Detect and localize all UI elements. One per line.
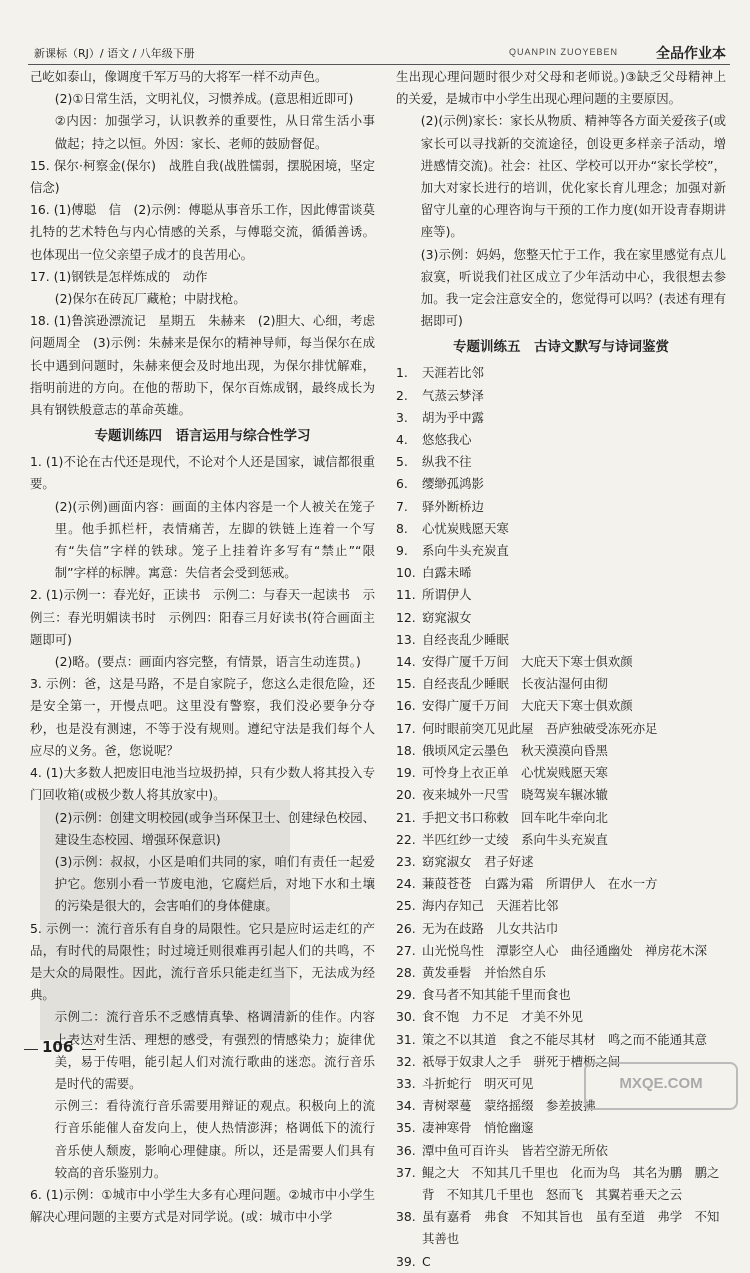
answer-text: 系向牛头充炭直 bbox=[422, 543, 509, 559]
answer-line bbox=[396, 962, 726, 984]
answer-paragraph: (2)示例：创建文明校园(或争当环保卫士、创建绿色校园、建设生态校园、增强环保意识) bbox=[54, 809, 375, 847]
answer-paragraph: (2)保尔在砖瓦厂藏枪；中尉找枪。 bbox=[54, 291, 246, 307]
answer-text: 鲲之大 不知其几千里也 化而为鸟 其名为鹏 鹏之 bbox=[422, 1164, 720, 1180]
answer-number: 9. bbox=[396, 543, 408, 559]
answer-line bbox=[396, 385, 726, 407]
answer-text: C bbox=[422, 1253, 431, 1269]
answer-number: 8. bbox=[396, 520, 408, 536]
answer-number: 18. bbox=[396, 742, 416, 758]
answer-number: 14. bbox=[396, 654, 416, 670]
answer-number: 11. bbox=[396, 587, 416, 603]
answer-number: 35. bbox=[396, 1120, 416, 1136]
header-brand: 全品作业本 bbox=[656, 46, 726, 62]
answer-text: 策之不以其道 食之不能尽其材 鸣之而不能通其意 bbox=[422, 1031, 707, 1047]
answer-line bbox=[396, 940, 726, 962]
answer-paragraph: 18. (1)鲁滨逊漂流记 星期五 朱赫来 (2)胆大、心细，考虑问题周全 (3)示例：朱赫来是保尔的精神导师，每当保尔在成长中遇到问题时，朱赫来便会及时地出现，为保尔排忧解难，指明前进的方向。在他的帮助下，保尔百炼成钢，最终成长为具有钢铁般意志的革命英雄。 bbox=[30, 313, 375, 418]
answer-number: 16. bbox=[396, 698, 416, 714]
answer-line bbox=[396, 1117, 726, 1139]
answer-line bbox=[396, 607, 726, 629]
answer-number: 32. bbox=[396, 1053, 416, 1069]
answer-text: 虽有嘉肴 弗食 不知其旨也 虽有至道 弗学 不知 bbox=[422, 1209, 720, 1225]
answer-line bbox=[396, 1228, 726, 1250]
answer-text: 何时眼前突兀见此屋 吾庐独破受冻死亦足 bbox=[422, 720, 658, 736]
answer-number: 3. bbox=[396, 409, 408, 425]
answer-text: 气蒸云梦泽 bbox=[422, 387, 484, 403]
answer-number: 36. bbox=[396, 1142, 416, 1158]
answer-line bbox=[396, 851, 726, 873]
answer-text: 心忧炭贱愿天寒 bbox=[422, 520, 509, 536]
answer-line bbox=[396, 1006, 726, 1028]
page-number: 106 bbox=[42, 1038, 74, 1056]
answer-text: 山光悦鸟性 潭影空人心 曲径通幽处 禅房花木深 bbox=[422, 942, 707, 958]
answer-paragraph: (3)示例：妈妈，您整天忙于工作，我在家里感觉有点儿寂寞，听说我们社区成立了少年活动中心，我很想去参加。我一定会注意安全的，您觉得可以吗？(表述有理有据即可) bbox=[420, 246, 726, 329]
answer-line bbox=[396, 895, 726, 917]
answer-paragraph: 16. (1)傅聪 信 (2)示例：傅聪从事音乐工作，因此傅雷谈莫扎特的艺术特色与内心情感的关系，与傅聪交流，循循善诱。也体现出一位父亲望子成才的良苦用心。 bbox=[30, 202, 375, 262]
watermark-logo bbox=[584, 1062, 738, 1110]
answer-text: 蒹葭苍苍 白露为霜 所谓伊人 在水一方 bbox=[422, 876, 658, 892]
answer-paragraph: 5. 示例一：流行音乐有自身的局限性。它只是应时运走红的产品，有时代的局限性；时过境迁则很难再引起人们的共鸣，不是大众的局限性。因此，流行音乐只能走红当下，无法成为经典。 bbox=[30, 920, 375, 1003]
answer-text: 海内存知己 天涯若比邻 bbox=[422, 898, 559, 914]
answer-paragraph: ②内因：加强学习，认识教养的重要性，从日常生活小事做起；持之以恒。外因：家长、老师的鼓励督促。 bbox=[54, 113, 375, 151]
answer-number: 27. bbox=[396, 942, 416, 958]
answer-number: 26. bbox=[396, 920, 416, 936]
answer-number: 20. bbox=[396, 787, 416, 803]
answer-number: 7. bbox=[396, 498, 408, 514]
answer-line bbox=[396, 807, 726, 829]
watermark-text: MXQE.COM bbox=[619, 1075, 703, 1092]
answer-line bbox=[396, 496, 726, 518]
answer-line bbox=[396, 1162, 726, 1184]
answer-number: 12. bbox=[396, 609, 416, 625]
answer-paragraph: 示例三：看待流行音乐需要用辩证的观点。积极向上的流行音乐能催人奋发向上，使人热情澎湃；格调低下的流行音乐使人颓废，影响心理健康。所以，还是需要人们具有较高的音乐鉴别力。 bbox=[54, 1098, 375, 1180]
answer-text: 俄顷风定云墨色 秋天漠漠向昏黑 bbox=[422, 742, 608, 758]
answer-number: 38. bbox=[396, 1209, 416, 1225]
answer-number: 24. bbox=[396, 876, 416, 892]
answer-text: 半匹红纱一丈绫 系向牛头充炭直 bbox=[422, 831, 608, 847]
page-number-dash-right bbox=[82, 1049, 96, 1050]
answer-line bbox=[396, 829, 726, 851]
answer-line bbox=[396, 473, 726, 495]
answer-text: 纵我不往 bbox=[422, 454, 472, 470]
answer-text: 所谓伊人 bbox=[422, 587, 472, 603]
answer-text: 缨缈孤鸿影 bbox=[422, 476, 484, 492]
answer-paragraph: 17. (1)钢铁是怎样炼成的 动作 bbox=[30, 268, 208, 284]
answer-text: 手把文书口称敕 回车叱牛牵向北 bbox=[422, 809, 608, 825]
answer-paragraph: (2)①日常生活，文明礼仪，习惯养成。(意思相近即可) bbox=[54, 91, 354, 107]
answer-line bbox=[396, 451, 726, 473]
answer-text: 黄发垂髫 并怡然自乐 bbox=[422, 964, 546, 980]
answer-paragraph: 4. (1)大多数人把废旧电池当垃圾扔掉，只有少数人将其投入专门回收箱(或极少数人将其放家中)。 bbox=[30, 765, 375, 803]
page-header bbox=[28, 42, 730, 65]
answer-line bbox=[396, 651, 726, 673]
answer-line bbox=[396, 1251, 726, 1273]
section-heading: 专题训练五 古诗文默写与诗词鉴赏 bbox=[453, 339, 669, 356]
answer-paragraph: (2)(示例)画面内容：画面的主体内容是一个人被关在笼子里。他手抓栏杆，表情痛苦，左脚的铁链上连着一个写有“失信”字样的铁球。笼子上挂着许多写有“禁止”“限制”字样的标牌。寓意：失信者会受到惩戒。 bbox=[54, 498, 375, 581]
answer-text: 斗折蛇行 明灭可见 bbox=[422, 1075, 534, 1091]
answer-text: 胡为乎中露 bbox=[422, 409, 484, 425]
answer-text: 天涯若比邻 bbox=[422, 365, 484, 381]
answer-number: 15. bbox=[396, 676, 416, 692]
answer-line bbox=[396, 673, 726, 695]
answer-number: 1. bbox=[396, 365, 408, 381]
answer-number: 6. bbox=[396, 476, 408, 492]
answer-text: 自经丧乱少睡眠 长夜沾湿何由彻 bbox=[422, 676, 608, 692]
answer-number: 39. bbox=[396, 1253, 416, 1269]
answer-text: 无为在歧路 儿女共沾巾 bbox=[422, 920, 559, 936]
answer-paragraph: 示例二：流行音乐不乏感情真挚、格调清新的佳作。内容上表达对生活、理想的感受，有强烈的情感染力；旋律优美，易于传唱，能引起人们对流行歌曲的迷恋。流行音乐是时代的需要。 bbox=[54, 1009, 375, 1091]
answer-line bbox=[396, 362, 726, 384]
answer-paragraph: 己屹如泰山，像调度千军万马的大将军一样不动声色。 bbox=[30, 69, 328, 84]
answer-paragraph: (2)(示例)家长：家长从物质、精神等各方面关爱孩子(或家长可以寻找新的交流途径，创设更多样亲子活动，增进感情交流)。社会：社区、学校可以开办“家长学校”，加大对家长进行的培训，优化家长育儿理念；加强对新留守儿童的心理咨询与干预的工作力度(如开设青春期讲座等)。 bbox=[420, 113, 726, 240]
answer-text: 自经丧乱少睡眠 bbox=[422, 631, 509, 647]
page-number-dash-left bbox=[24, 1049, 38, 1050]
answer-number: 23. bbox=[396, 853, 416, 869]
answer-number: 13. bbox=[396, 631, 416, 647]
answer-text: 窈窕淑女 君子好逑 bbox=[422, 853, 534, 869]
answer-paragraph: 6. (1)示例：①城市中小学生大多有心理问题。②城市中小学生解决心理问题的主要方式是对同学说。(或：城市中小学 bbox=[30, 1186, 375, 1225]
answer-text: 青树翠蔓 蒙络摇缀 参差披拂 bbox=[422, 1098, 596, 1114]
answer-number: 28. bbox=[396, 964, 416, 980]
answer-text: 窈窕淑女 bbox=[422, 609, 472, 625]
answer-line bbox=[396, 873, 726, 895]
answer-text: 背 不知其几千里也 怒而飞 其翼若垂天之云 bbox=[422, 1186, 683, 1202]
answer-line bbox=[396, 1140, 726, 1162]
answer-number: 29. bbox=[396, 987, 416, 1003]
answer-line bbox=[396, 784, 726, 806]
answer-paragraph: 3. 示例：爸，这是马路，不是自家院子，您这么走很危险，还是安全第一，开慢点吧。这里没有警察，我们没必要争分夺秒，也是没有测速，不等于没有规则。遵纪守法是我们每个人应尽的义务。爸，您说呢？ bbox=[30, 676, 375, 758]
answer-line bbox=[396, 629, 726, 651]
answer-paragraph: 15. 保尔·柯察金(保尔) 战胜自我(战胜懦弱，摆脱困境，坚定信念) bbox=[30, 157, 375, 196]
answer-number: 34. bbox=[396, 1098, 416, 1114]
answer-line bbox=[396, 584, 726, 606]
answer-text: 安得广厦千万间 大庇天下寒士俱欢颜 bbox=[422, 698, 633, 714]
answer-number: 31. bbox=[396, 1031, 416, 1047]
answer-number: 17. bbox=[396, 720, 416, 736]
answer-line bbox=[396, 1184, 726, 1206]
answer-paragraph: 1. (1)不论在古代还是现代，不论对个人还是国家，诚信都很重要。 bbox=[30, 454, 375, 492]
answer-paragraph: 2. (1)示例一：春光好，正读书 示例二：与春天一起读书 示例三：春光明媚读书时 示例四：阳春三月好读书(符合画面主题即可) bbox=[30, 587, 375, 647]
answer-number: 4. bbox=[396, 432, 408, 448]
answer-number bbox=[396, 1228, 422, 1250]
answer-line bbox=[396, 1029, 726, 1051]
answer-text: 夜来城外一尺雪 晓驾炭车辗冰辙 bbox=[422, 787, 608, 803]
answer-number: 19. bbox=[396, 765, 416, 781]
answer-line bbox=[396, 429, 726, 451]
answer-line bbox=[396, 695, 726, 717]
answer-text: 其善也 bbox=[422, 1231, 460, 1247]
answer-text: 悠悠我心 bbox=[422, 432, 472, 448]
answer-number: 30. bbox=[396, 1009, 416, 1025]
answer-text: 驿外断桥边 bbox=[422, 498, 484, 514]
answer-text: 凄神寒骨 悄怆幽邃 bbox=[422, 1120, 534, 1136]
answer-line bbox=[396, 718, 726, 740]
answer-number: 37. bbox=[396, 1164, 416, 1180]
answer-number: 10. bbox=[396, 565, 416, 581]
answer-number bbox=[396, 1184, 422, 1206]
answer-text: 可怜身上衣正单 心忧炭贱愿天寒 bbox=[422, 765, 608, 781]
answer-line bbox=[396, 562, 726, 584]
answer-line bbox=[396, 918, 726, 940]
answer-line bbox=[396, 984, 726, 1006]
answer-text: 食不饱 力不足 才美不外见 bbox=[422, 1009, 584, 1025]
answer-paragraph: (3)示例：叔叔，小区是咱们共同的家，咱们有责任一起爱护它。您别小看一节废电池，它腐烂后，对地下水和土壤的污染是很大的，会害咱们的身体健康。 bbox=[54, 853, 375, 914]
answer-number: 33. bbox=[396, 1075, 416, 1091]
answer-line bbox=[396, 540, 726, 562]
header-book-info: 新课标（RJ）/ 语文 / 八年级下册 bbox=[34, 47, 195, 60]
answer-line bbox=[396, 1206, 726, 1228]
answer-line bbox=[396, 518, 726, 540]
answer-number: 25. bbox=[396, 898, 416, 914]
answer-line bbox=[396, 740, 726, 762]
answer-line bbox=[396, 407, 726, 429]
answer-number: 21. bbox=[396, 809, 416, 825]
answer-text: 食马者不知其能千里而食也 bbox=[422, 987, 571, 1003]
answer-paragraph: 生出现心理问题时很少对父母和老师说。)③缺乏父母精神上的关爱，是城市中小学生出现心理问题的主要原因。 bbox=[396, 69, 726, 107]
answer-number: 5. bbox=[396, 454, 408, 470]
answer-text: 白露未晞 bbox=[422, 565, 472, 581]
answer-paragraph: (2)略。(要点：画面内容完整，有情景，语言生动连贯。) bbox=[54, 654, 361, 670]
left-column bbox=[30, 66, 375, 1228]
answer-number: 2. bbox=[396, 387, 408, 403]
answer-number: 22. bbox=[396, 831, 416, 847]
answer-line bbox=[396, 762, 726, 784]
header-pinyin: QUANPIN ZUOYEBEN bbox=[508, 47, 618, 57]
answer-text: 安得广厦千万间 大庇天下寒士俱欢颜 bbox=[422, 654, 633, 670]
answer-text: 潭中鱼可百许头 皆若空游无所依 bbox=[422, 1142, 608, 1158]
answer-text: 祇辱于奴隶人之手 骈死于槽枥之间 bbox=[422, 1053, 621, 1069]
section-heading: 专题训练四 语言运用与综合性学习 bbox=[94, 428, 311, 445]
